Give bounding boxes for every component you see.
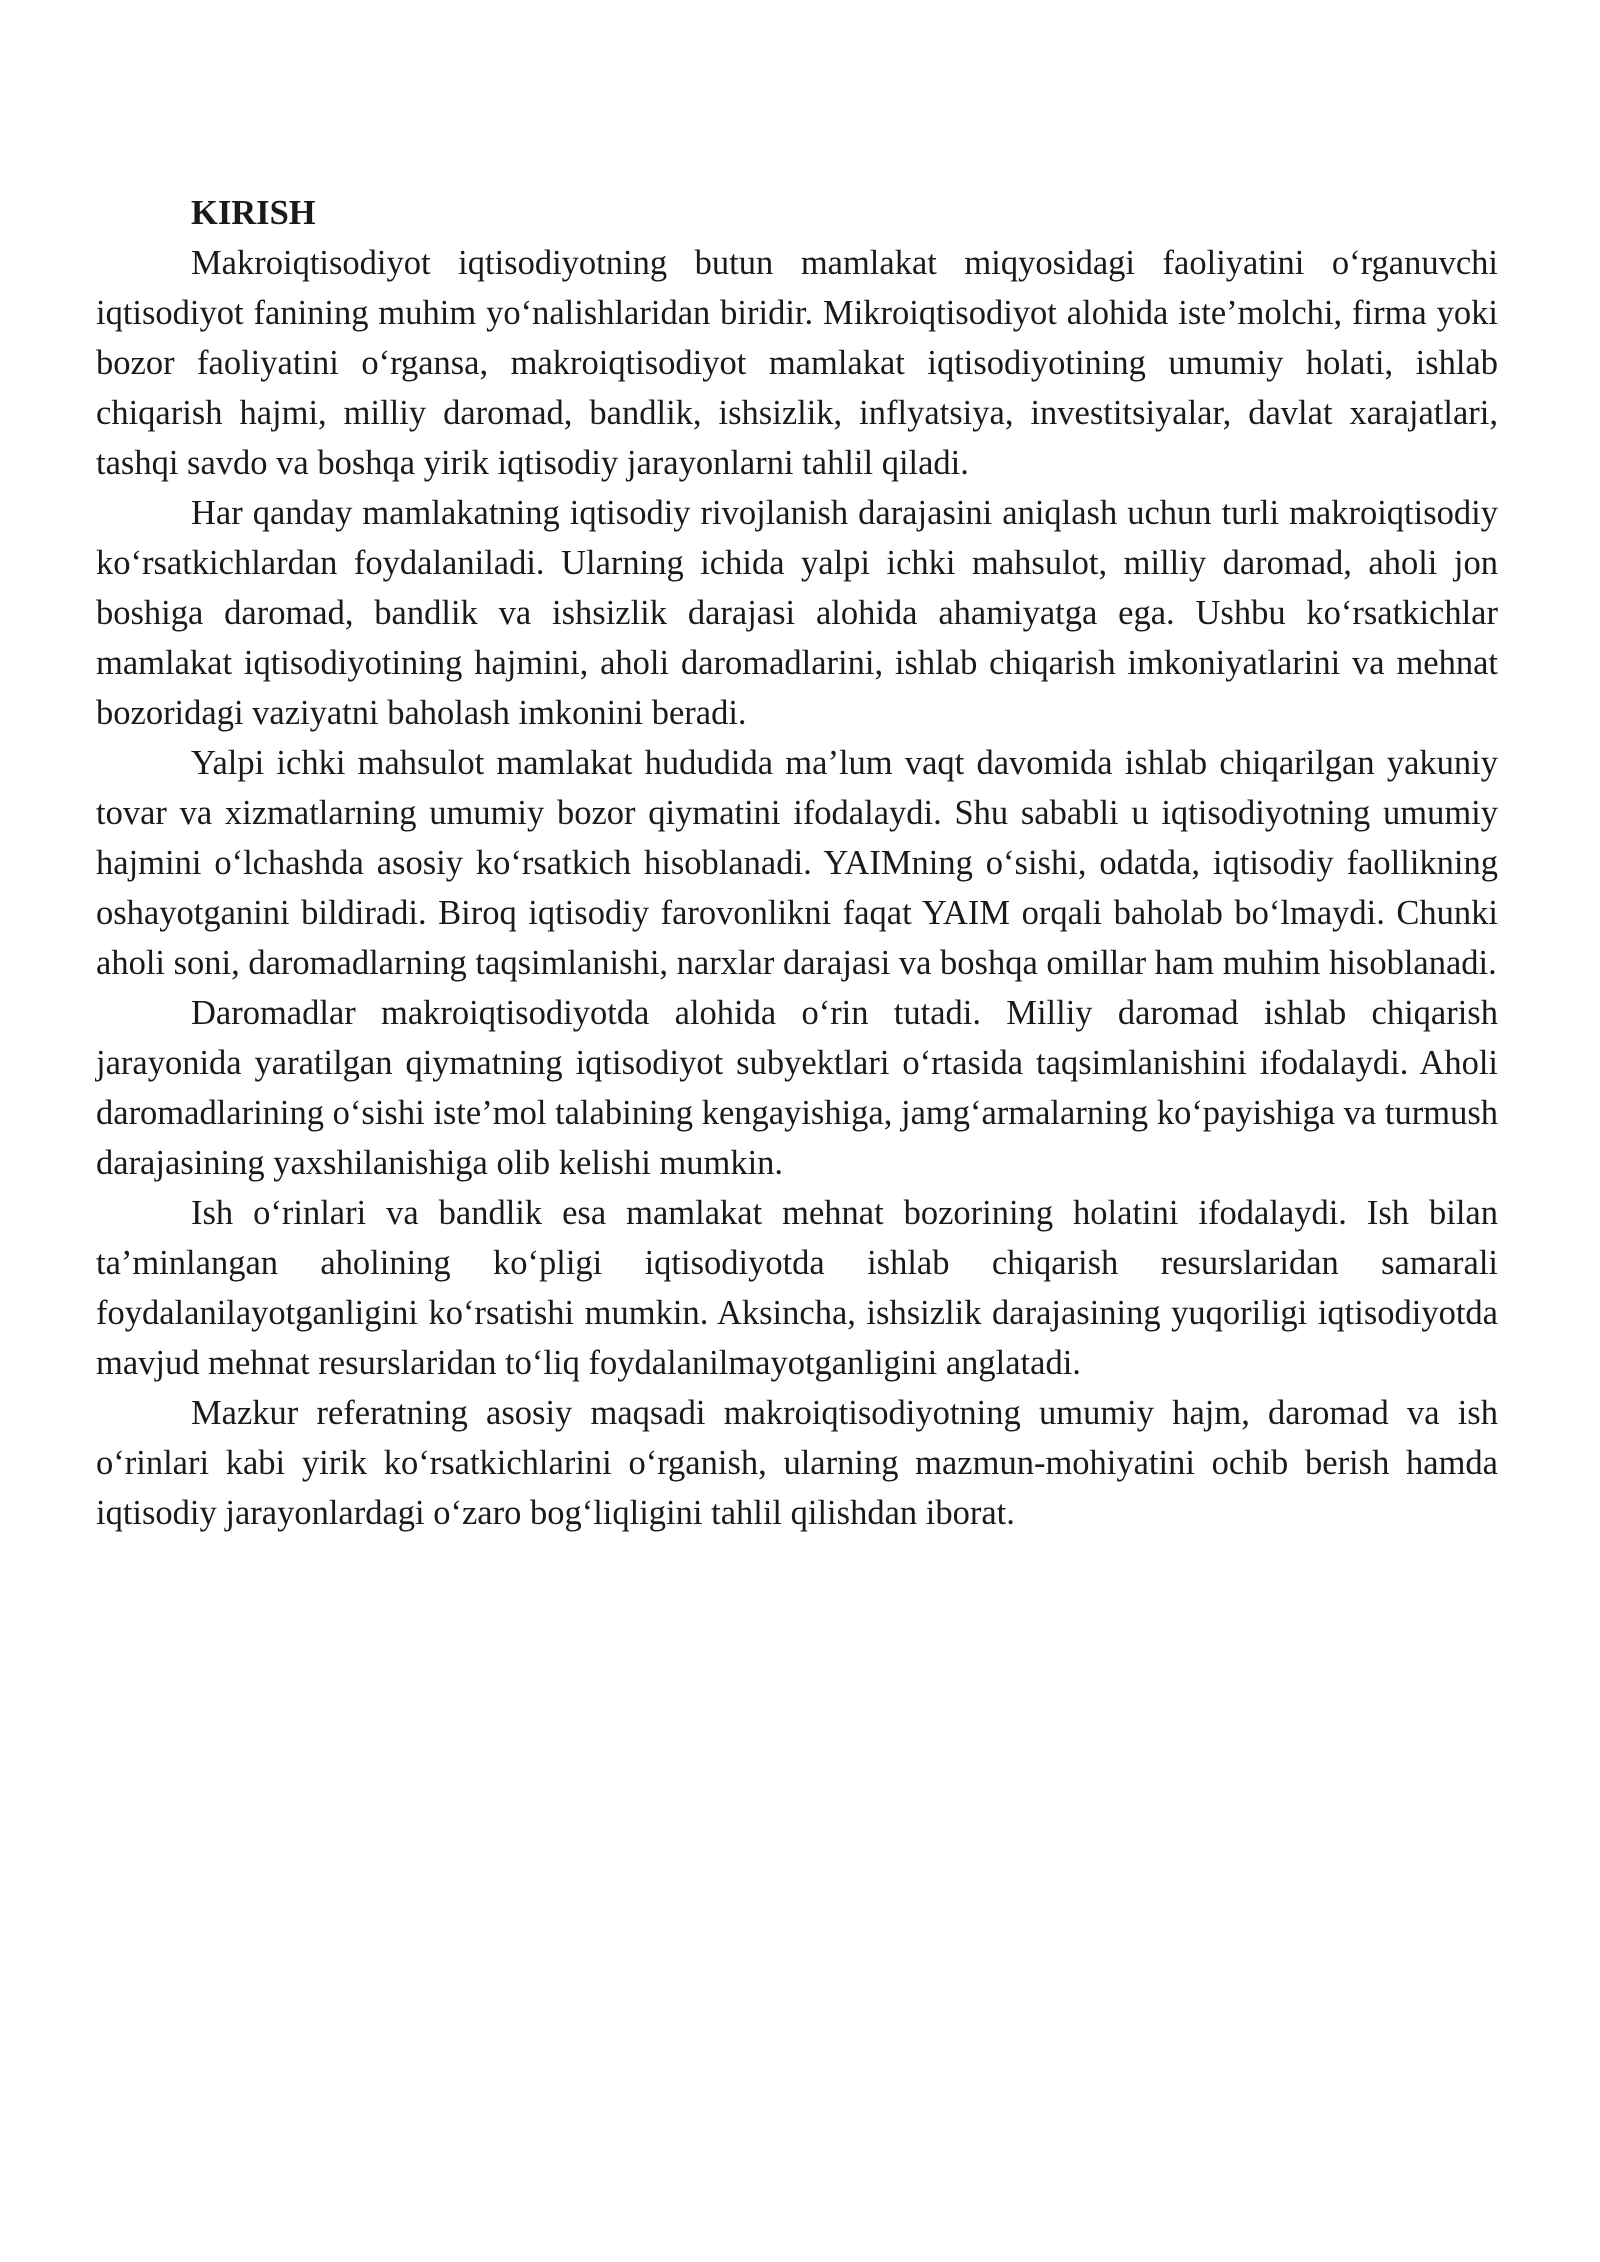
paragraph-employment: Ish o‘rinlari va bandlik esa mamlakat mehnat bozorining holatini ifodalaydi. Ish bilan ta’minlangan aholining ko‘pligi iqtisodiyotda ishlab chiqarish resurslaridan samarali foydalanilayotganligini ko‘rsatishi mumkin. Aksincha, ishsizlik darajasining yuqoriligi iqtisodiyotda mavjud mehnat resurslaridan to‘liq foydalanilmayotganligini anglatadi. <box>96 1194 1498 1382</box>
paragraph-purpose: Mazkur referatning asosiy maqsadi makroiqtisodiyotning umumiy hajm, daromad va ish o‘rinlari kabi yirik ko‘rsatkichlarini o‘rganish, ularning mazmun-mohiyatini ochib berish hamda iqtisodiy jarayonlardagi o‘zaro bog‘liqligini tahlil qilishdan iborat. <box>96 1394 1498 1532</box>
paragraph-indicators: Har qanday mamlakatning iqtisodiy rivojlanish darajasini aniqlash uchun turli makroiqtisodiy ko‘rsatkichlardan foydalaniladi. Ularning ichida yalpi ichki mahsulot, milliy daromad, aholi jon boshiga daromad, bandlik va ishsizlik darajasi alohida ahamiyatga ega. Ushbu ko‘rsatkichlar mamlakat iqtisodiyotining hajmini, aholi daromadlarini, ishlab chiqarish imkoniyatlarini va mehnat bozoridagi vaziyatni baholash imkonini beradi. <box>96 494 1498 732</box>
document-page <box>96 188 1498 1538</box>
paragraph-gdp: Yalpi ichki mahsulot mamlakat hududida ma’lum vaqt davomida ishlab chiqarilgan yakuniy tovar va xizmatlarning umumiy bozor qiymatini ifodalaydi. Shu sababli u iqtisodiyotning umumiy hajmini o‘lchashda asosiy ko‘rsatkich hisoblanadi. YAIMning o‘sishi, odatda, iqtisodiy faollikning oshayotganini bildiradi. Biroq iqtisodiy farovonlikni faqat YAIM orqali baholab bo‘lmaydi. Chunki aholi soni, daromadlarning taqsimlanishi, narxlar darajasi va boshqa omillar ham muhim hisoblanadi. <box>96 744 1498 982</box>
section-heading: KIRISH <box>191 194 316 232</box>
paragraph-income: Daromadlar makroiqtisodiyotda alohida o‘rin tutadi. Milliy daromad ishlab chiqarish jarayonida yaratilgan qiymatning iqtisodiyot subyektlari o‘rtasida taqsimlanishini ifodalaydi. Aholi daromadlarining o‘sishi iste’mol talabining kengayishiga, jamg‘armalarning ko‘payishiga va turmush darajasining yaxshilanishiga olib kelishi mumkin. <box>96 994 1498 1182</box>
paragraph-intro: Makroiqtisodiyot iqtisodiyotning butun mamlakat miqyosidagi faoliyatini o‘rganuvchi iqtisodiyot fanining muhim yo‘nalishlaridan biridir. Mikroiqtisodiyot alohida iste’molchi, firma yoki bozor faoliyatini o‘rgansa, makroiqtisodiyot mamlakat iqtisodiyotining umumiy holati, ishlab chiqarish hajmi, milliy daromad, bandlik, ishsizlik, inflyatsiya, investitsiyalar, davlat xarajatlari, tashqi savdo va boshqa yirik iqtisodiy jarayonlarni tahlil qiladi. <box>96 244 1498 482</box>
